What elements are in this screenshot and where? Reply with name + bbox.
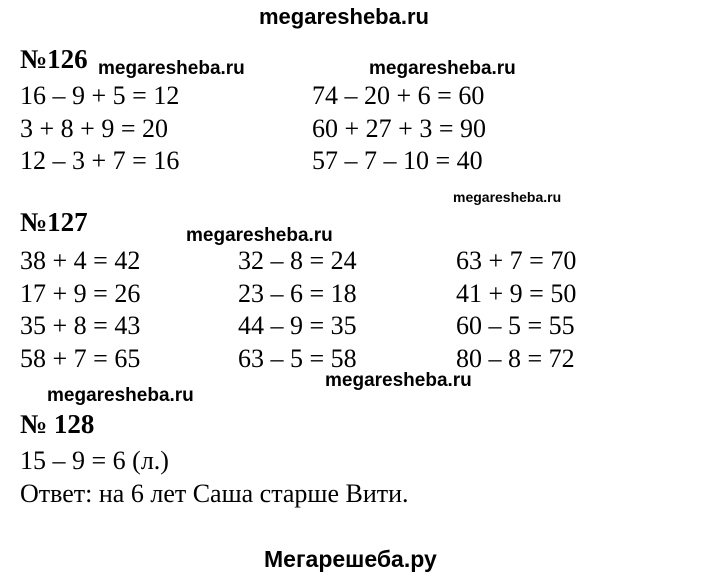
task-126-equation: 57 – 7 – 10 = 40 — [312, 146, 483, 175]
site-watermark-top: megaresheba.ru — [259, 4, 429, 29]
task-127-equation: 60 – 5 = 55 — [456, 311, 575, 340]
task-128-solution: 15 – 9 = 6 (л.) — [20, 446, 169, 475]
task-127-equation: 63 – 5 = 58 — [238, 344, 357, 373]
site-watermark: megaresheba.ru — [47, 385, 194, 406]
task-127-equation: 32 – 8 = 24 — [238, 246, 357, 275]
task-127-equation: 38 + 4 = 42 — [20, 246, 141, 275]
site-watermark: megaresheba.ru — [369, 58, 516, 79]
task-127-equation: 23 – 6 = 18 — [238, 279, 357, 308]
task-127-equation: 63 + 7 = 70 — [456, 246, 577, 275]
site-watermark: megaresheba.ru — [325, 370, 472, 391]
task-127-equation: 58 + 7 = 65 — [20, 344, 141, 373]
task-126-equation: 16 – 9 + 5 = 12 — [20, 81, 180, 110]
task-127-equation: 17 + 9 = 26 — [20, 279, 141, 308]
site-watermark-footer: Мегарешеба.ру — [264, 546, 437, 572]
site-watermark: megaresheba.ru — [98, 58, 245, 79]
task-128-heading: № 128 — [20, 409, 95, 439]
task-127-equation: 35 + 8 = 43 — [20, 311, 141, 340]
task-128-answer: Ответ: на 6 лет Саша старше Вити. — [20, 479, 409, 508]
task-127-equation: 80 – 8 = 72 — [456, 344, 575, 373]
task-127-equation: 44 – 9 = 35 — [238, 311, 357, 340]
task-127-equation: 41 + 9 = 50 — [456, 279, 577, 308]
task-126-equation: 12 – 3 + 7 = 16 — [20, 146, 180, 175]
task-127-heading: №127 — [20, 207, 88, 237]
site-watermark: megaresheba.ru — [186, 225, 333, 246]
task-126-equation: 74 – 20 + 6 = 60 — [312, 81, 485, 110]
site-watermark: megaresheba.ru — [453, 189, 562, 205]
task-126-equation: 3 + 8 + 9 = 20 — [20, 114, 168, 143]
task-126-equation: 60 + 27 + 3 = 90 — [312, 114, 486, 143]
task-126-heading: №126 — [20, 44, 88, 74]
